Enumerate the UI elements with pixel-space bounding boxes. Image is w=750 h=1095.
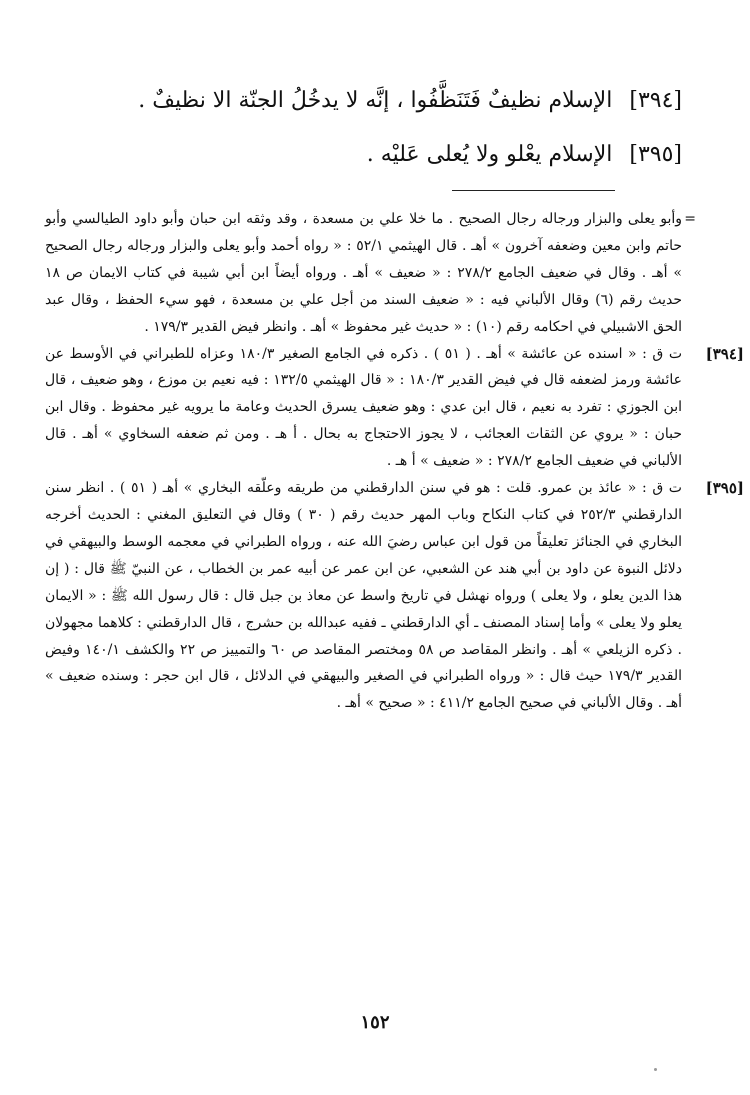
page-number: ١٥٢: [360, 1012, 390, 1033]
hadith-text: الإسلام يعْلو ولا يُعلى عَليْه .: [366, 142, 613, 167]
footnote-number: [٣٩٥]: [705, 479, 744, 498]
scan-speck: [654, 1068, 657, 1071]
continuation-mark: =: [684, 211, 696, 227]
footnote-number: [٣٩٤]: [705, 344, 744, 363]
footnote-continuation: [45, 206, 696, 341]
footnote-text: ت ق : « عائذ بن عمرو. قلت : هو في سنن الدارقطني من طريقه وعلّقه البخاري » أهـ ( ٥١ ) . انظر سنن الدارقطني ٢٥٢/٣ في كتاب النكاح وباب المهر حديث رقم ( ٣٠ ) وقال في التعليق المغني : الحديث أخرجه البخاري في الجنائز تعليقاً من قول ابن عباس رضيَ الله عنه ، ورواه الطبراني في معجمه الوسط والبيهقي في دلائل النبوة عن داود بن أبي هند عن الشعبي، عن ابن عمر عن أبيه عمر بن الخطاب ، عن النبيّ ﷺ قال : ( إن هذا الدين يعلو ، ولا يعلى ) ورواه نهشل في تاريخ واسط عن معاذ بن جبل قال : قال رسول الله ﷺ : « الايمان يعلو ولا يعلى » وأما إسناد المصنف ـ أي الدارقطني ـ ففيه عبدالله بن حشرج ، قال الدارقطني : كلاهما مجهولان . ذكره الزيلعي » أهـ . وانظر المقاصد ص ٥٨ ومختصر المقاصد ص ٦٠ والتمييز ص ٢٢ والكشف ١٤٠/١ وفيض القدير ١٧٩/٣ حيث قال : « ورواه الطبراني في الصغير والبيهقي في الدلائل ، قال ابن حجر : وسنده ضعيف » أهـ . وقال الألباني في صحيح الجامع ٤١١/٢ : « صحيح » أهـ .: [45, 480, 683, 712]
footnote-text: ت ق : « اسنده عن عائشة » أهـ . ( ٥١ ) . ذكره في الجامع الصغير ١٨٠/٣ وعزاه للطبراني في الأوسط عن عائشة ورمز لضعفه قال في فيض القدير ١٨٠/٣ : « قال الهيثمي ١٣٢/٥ : فيه نعيم بن موزع ، وهو ضعيف ، قال ابن الجوزي : تفرد به نعيم ، قال ابن عدي : وهو ضعيف يسرق الحديث وعامة ما يرويه غير محفوظ . وقال ابن حبان : « يروي عن الثقات العجائب ، لا يجوز الاحتجاج به بحال . أ هـ . ومن ثم ضعفه السخاوي » أهـ . قال الألباني في ضعيف الجامع ٢٧٨/٢ : « ضعيف » أ هـ .: [45, 345, 683, 470]
footnote-395: [45, 475, 744, 717]
footnote-text: وأبو يعلى والبزار ورجاله رجال الصحيح . ما خلا علي بن مسعدة ، وقد وثقه ابن حبان وأبو داود الطيالسي وأبو حاتم وابن معين وضعفه آخرون » أهـ . قال الهيثمي ٥٢/١ : « رواه أحمد وأبو يعلى والبزار ورجاله رجال الصحيح » أهـ . وقال في ضعيف الجامع ٢٧٨/٢ : « ضعيف » أهـ . ورواه أيضاً ابن أبي شيبة في كتاب الايمان ص ١٨ حديث رقم (٦) وقال الألباني فيه : « ضعيف السند من أجل علي بن مسعدة ، فهو سيء الحفظ ، وقال عبد الحق الاشبيلي في احكامه رقم (١٠) : « حديث غير محفوظ » أهـ . وانظر فيض القدير ١٧٩/٣ .: [45, 211, 682, 335]
footnote-394: [45, 341, 744, 476]
footnote-separator: [452, 190, 615, 191]
hadith-number: [٣٩٥]: [629, 142, 682, 167]
hadith-394: [42, 86, 682, 116]
hadith-number: [٣٩٤]: [629, 88, 682, 113]
hadith-395: [42, 140, 682, 170]
hadith-text: الإسلام نظيفٌ فَتَنَظَّفُوا ، إنَّه لا يدخُلُ الجنّة الا نظيفٌ .: [138, 88, 613, 113]
footnotes: [45, 206, 744, 717]
